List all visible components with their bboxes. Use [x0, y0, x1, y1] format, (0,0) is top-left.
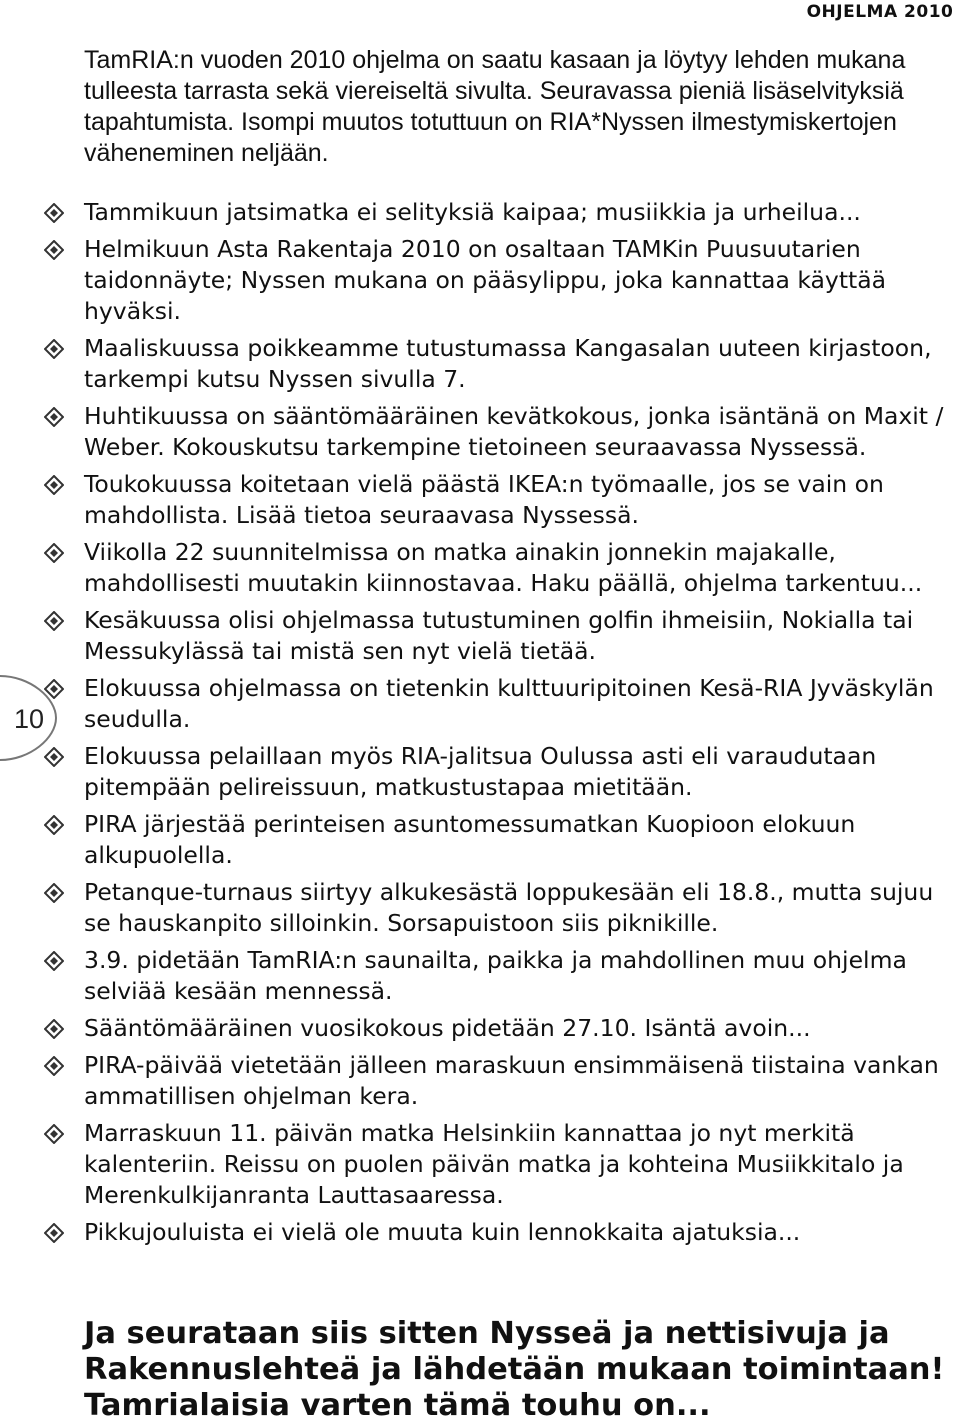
list-item [84, 537, 954, 599]
list-item [84, 469, 954, 531]
list-item [84, 877, 954, 939]
list-item-text: Huhtikuussa on sääntömääräinen kevätkokous, jonka isäntänä on Maxit / Weber. Kokouskutsu tarkempine tietoineen seuraavassa Nyssessä. [84, 402, 944, 461]
list-item [84, 1118, 954, 1211]
list-item-text: Helmikuun Asta Rakentaja 2010 on osaltaan TAMKin Puusuutarien taidonnäyte; Nyssen mukana on pääsylippu, joka kannattaa käyttää hyväksi. [84, 235, 887, 325]
list-item-text: Elokuussa ohjelmassa on tietenkin kulttuuripitoinen Kesä-RIA Jyväskylän seudulla. [84, 674, 934, 733]
section-label: OHJELMA 2010 [800, 0, 960, 24]
list-item [84, 945, 954, 1007]
list-item-text: Kesäkuussa olisi ohjelmassa tutustuminen golfin ihmeisiin, Nokialla tai Messukylässä tai mistä sen nyt vielä tietää. [84, 606, 914, 665]
diamond-bullet-icon [44, 611, 64, 631]
diamond-bullet-icon [44, 1124, 64, 1144]
page-number: 10 [13, 704, 45, 734]
list-item-text: Pikkujouluista ei vielä ole muuta kuin lennokkaita ajatuksia... [84, 1218, 801, 1246]
diamond-bullet-icon [44, 203, 64, 223]
list-item [84, 401, 954, 463]
list-item [84, 1217, 954, 1248]
list-item-text: Marraskuun 11. päivän matka Helsinkiin kannattaa jo nyt merkitä kalenteriin. Reissu on puolen päivän matka ja kohteina Musiikkitalo ja Merenkulkijanranta Lauttasaaressa. [84, 1119, 904, 1209]
page-number-tab [0, 668, 64, 768]
diamond-bullet-icon [44, 475, 64, 495]
closing-statement: Ja seurataan siis sitten Nysseä ja nettisivuja ja Rakennuslehteä ja lähdetään mukaan toimintaan! Tamrialaisia varten tämä touhu on... [84, 1316, 945, 1423]
diamond-bullet-icon [44, 1223, 64, 1243]
list-item-text: Toukokuussa koitetaan vielä päästä IKEA:n työmaalle, jos se vain on mahdollista. Lisää tietoa seuraavasa Nyssessä. [84, 470, 884, 529]
diamond-bullet-icon [44, 883, 64, 903]
diamond-bullet-icon [44, 240, 64, 260]
list-item [84, 605, 954, 667]
list-item [84, 809, 954, 871]
diamond-bullet-icon [44, 339, 64, 359]
list-item-text: PIRA järjestää perinteisen asuntomessumatkan Kuopioon elokuun alkupuolella. [84, 810, 856, 869]
list-item-text: Sääntömääräinen vuosikokous pidetään 27.10. Isäntä avoin... [84, 1014, 811, 1042]
list-item-text: 3.9. pidetään TamRIA:n saunailta, paikka ja mahdollinen muu ohjelma selviää kesään mennessä. [84, 946, 907, 1005]
list-item-text: PIRA-päivää vietetään jälleen maraskuun ensimmäisenä tiistaina vankan ammatillisen ohjelman kera. [84, 1051, 939, 1110]
list-item [84, 197, 954, 228]
list-item-text: Petanque-turnaus siirtyy alkukesästä loppukesään eli 18.8., mutta sujuu se hauskanpito silloinkin. Sorsapuistoon siis piknikille. [84, 878, 934, 937]
diamond-bullet-icon [44, 1056, 64, 1076]
list-item-text: Tammikuun jatsimatka ei selityksiä kaipaa; musiikkia ja urheilua... [84, 198, 861, 226]
event-list [84, 197, 954, 1254]
diamond-bullet-icon [44, 543, 64, 563]
list-item [84, 1050, 954, 1112]
list-item [84, 741, 954, 803]
diamond-bullet-icon [44, 407, 64, 427]
list-item [84, 234, 954, 327]
list-item [84, 333, 954, 395]
diamond-bullet-icon [44, 815, 64, 835]
diamond-bullet-icon [44, 951, 64, 971]
list-item-text: Elokuussa pelaillaan myös RIA-jalitsua Oulussa asti eli varaudutaan pitempään pelireissuun, matkustustapaa mietitään. [84, 742, 877, 801]
diamond-bullet-icon [44, 1019, 64, 1039]
list-item-text: Maaliskuussa poikkeamme tutustumassa Kangasalan uuteen kirjastoon, tarkempi kutsu Nyssen sivulla 7. [84, 334, 932, 393]
list-item [84, 673, 954, 735]
list-item-text: Viikolla 22 suunnitelmissa on matka ainakin jonnekin majakalle, mahdollisesti muutakin kiinnostavaa. Haku päällä, ohjelma tarkentuu... [84, 538, 923, 597]
list-item [84, 1013, 954, 1044]
intro-paragraph: TamRIA:n vuoden 2010 ohjelma on saatu kasaan ja löytyy lehden mukana tulleesta tarrasta sekä viereiseltä sivulta. Seuravassa pieniä lisäselvityksiä tapahtumista. Isompi muutos totuttuun on RIA*Nyssen ilmestymiskertojen väheneminen neljään. [84, 46, 906, 167]
